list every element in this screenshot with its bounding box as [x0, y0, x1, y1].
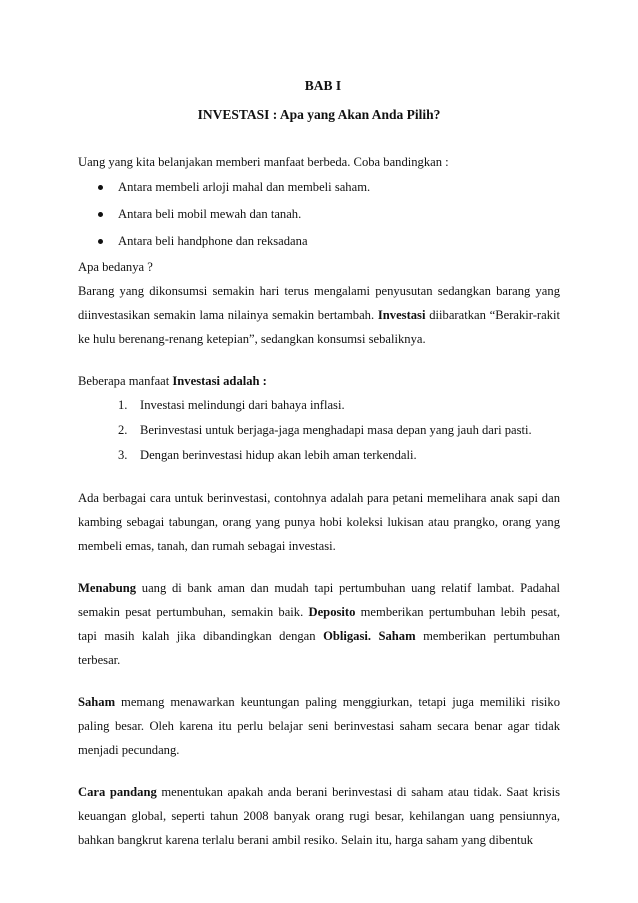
comparison-list	[78, 174, 560, 255]
paragraph-saving: Menabung uang di bank aman dan mudah tapi pertumbuhan uang relatif lambat. Padahal semakin pesat pertumbuhan, semakin baik. Deposito memberikan pertumbuhan lebih pesat, tapi masih kalah jika dibandingkan dengan Obligasi. Saham memberikan pertumbuhan terbesar.	[78, 581, 561, 667]
benefits-lead: Beberapa manfaat Investasi adalah :	[78, 374, 267, 388]
list-item: 3. Dengan berinvestasi hidup akan lebih aman terkendali.	[118, 448, 417, 462]
question-text: Apa bedanya ?	[78, 260, 153, 274]
bullet-icon	[98, 185, 103, 190]
chapter-number: BAB I	[304, 78, 342, 93]
chapter-title: INVESTASI : Apa yang Akan Anda Pilih?	[197, 107, 441, 122]
list-item: Antara beli handphone dan reksadana	[78, 228, 560, 255]
intro-text: Uang yang kita belanjakan memberi manfaat berbeda. Coba bandingkan :	[78, 155, 449, 169]
benefits-list	[78, 393, 560, 468]
list-item: Antara beli mobil mewah dan tanah.	[78, 201, 560, 228]
paragraph-consumption: Barang yang dikonsumsi semakin hari terus mengalami penyusutan sedangkan barang yang diinvestasikan semakin lama nilainya semakin bertambah. Investasi diibaratkan “Berakir-rakit ke hulu berenang-renang ketepian”, sedangkan konsumsi sebaliknya.	[78, 284, 561, 346]
paragraph-stocks: Saham memang menawarkan keuntungan paling menggiurkan, tetapi juga memiliki risiko paling besar. Oleh karena itu perlu belajar seni berinvestasi saham secara benar agar tidak menjadi pecundang.	[78, 695, 560, 757]
paragraph-ways: Ada berbagai cara untuk berinvestasi, contohnya adalah para petani memelihara anak sapi dan kambing sebagai tabungan, orang yang punya hobi koleksi lukisan atau prangko, orang yang membeli emas, tanah, dan rumah sebagai investasi.	[78, 491, 560, 553]
bullet-icon	[98, 239, 103, 244]
list-item: 1. Investasi melindungi dari bahaya inflasi.	[118, 398, 345, 412]
paragraph-viewpoint: Cara pandang menentukan apakah anda berani berinvestasi di saham atau tidak. Saat krisis keuangan global, seperti tahun 2008 banyak orang rugi besar, kehilangan uang pensiunnya, bahkan bangkrut karena terlalu berani ambil resiko. Selain itu, harga saham yang dibentuk	[78, 785, 560, 847]
chapter-heading	[78, 77, 560, 123]
bullet-icon	[98, 212, 103, 217]
list-item: Antara membeli arloji mahal dan membeli saham.	[78, 174, 560, 201]
list-item: 2. Berinvestasi untuk berjaga-jaga menghadapi masa depan yang jauh dari pasti.	[118, 423, 532, 437]
